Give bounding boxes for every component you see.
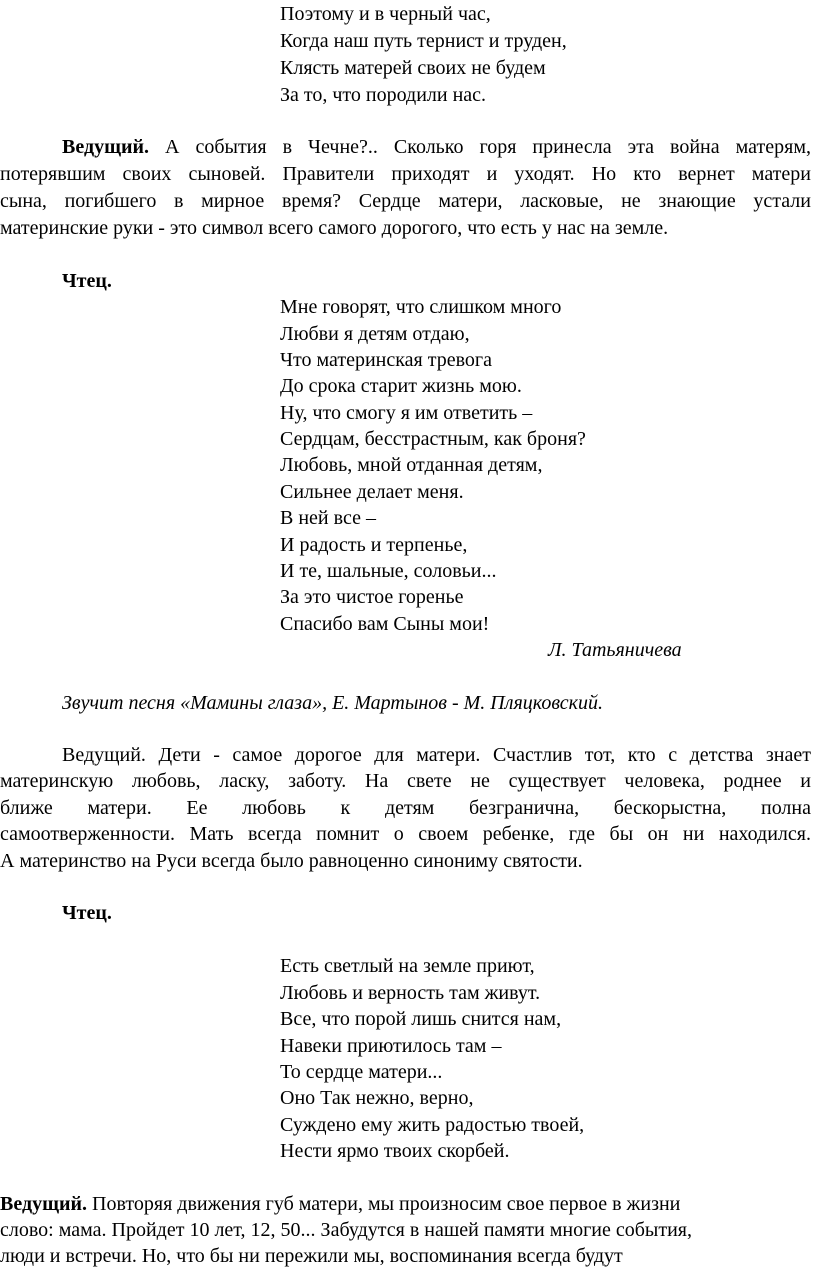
reader-label (62, 268, 112, 294)
poem-line: Спасибо вам Сыны мои! (280, 613, 490, 635)
poem-line: Все, что порой лишь снится нам, (280, 1008, 562, 1030)
paragraph-line (0, 1191, 680, 1217)
speaker-label: Ведущий. (62, 136, 150, 158)
paragraph-text: А события в Чечне?.. Сколько горя принесла эта война матерям, (149, 136, 811, 158)
poem-line: Мне говорят, что слишком много (280, 296, 562, 318)
poem-line: И те, шальные, соловьи... (280, 560, 497, 582)
poem-line: Любви я детям отдаю, (280, 323, 470, 345)
paragraph-line: материнскую любовь, ласку, заботу. На свете не существует человека, роднее и (0, 770, 811, 792)
poem-line: Сердцам, бесстрастным, как броня? (280, 428, 586, 450)
paragraph-line: Ведущий. Дети - самое дорогое для матери. Счастлив тот, кто с детства знает (62, 744, 811, 766)
reader-label-text: Чтец. (62, 902, 112, 924)
paragraph-text: Повторяя движения губ матери, мы произносим свое первое в жизни (87, 1193, 681, 1215)
poem-line: За это чистое горенье (280, 586, 464, 608)
poem-line: Нести ярмо твоих скорбей. (280, 1140, 510, 1162)
poem-line: То сердце матери... (280, 1061, 443, 1083)
song-note: Звучит песня «Мамины глаза», Е. Мартынов - М. Пляцковский. (62, 692, 604, 714)
paragraph-line: самоотверженности. Мать всегда помнит о своем ребенке, где бы он ни находился. (0, 823, 811, 845)
poem-line: Сильнее делает меня. (280, 481, 464, 503)
paragraph-line: потерявшим своих сыновей. Правители приходят и уходят. Но кто вернет матери (0, 163, 811, 185)
paragraph-line: А материнство на Руси всегда было равноценно синониму святости. (0, 850, 583, 872)
poem-line: За то, что породили нас. (280, 84, 487, 106)
paragraph-line: люди и встречи. Но, что бы ни пережили мы, воспоминания всегда будут (0, 1245, 623, 1267)
reader-label (62, 900, 112, 926)
poem-line: Клясть матерей своих не будем (280, 57, 546, 79)
poem-line: Когда наш путь тернист и труден, (280, 30, 567, 52)
paragraph-line: слово: мама. Пройдет 10 лет, 12, 50... Забудутся в нашей памяти многие события, (0, 1219, 692, 1241)
reader-label-text: Чтец. (62, 270, 112, 292)
paragraph-line: сына, погибшего в мирное время? Сердце матери, ласковые, не знающие устали (0, 190, 811, 212)
poem-line: Поэтому и в черный час, (280, 3, 491, 25)
poem-line: Навеки приютилось там – (280, 1035, 502, 1057)
paragraph-line (62, 134, 811, 160)
paragraph-line: материнские руки - это символ всего самого дорогого, что есть у нас на земле. (0, 217, 669, 239)
poem-line: Оно Так нежно, верно, (280, 1087, 474, 1109)
poem-line: Ну, что смогу я им ответить – (280, 402, 533, 424)
poem-line: Любовь и верность там живут. (280, 982, 541, 1004)
speaker-label: Ведущий. (0, 1193, 88, 1215)
poem-line: Любовь, мной отданная детям, (280, 454, 543, 476)
poem-line: Что материнская тревога (280, 349, 492, 371)
poem-author: Л. Татьяничева (548, 639, 682, 661)
poem-line: Суждено ему жить радостью твоей, (280, 1114, 585, 1136)
poem-line: В ней все – (280, 507, 376, 529)
poem-line: До срока старит жизнь мою. (280, 375, 522, 397)
poem-line: И радость и терпенье, (280, 534, 468, 556)
poem-line: Есть светлый на земле приют, (280, 955, 535, 977)
paragraph-line: ближе матери. Ее любовь к детям безгранична, бескорыстна, полна (0, 797, 811, 819)
